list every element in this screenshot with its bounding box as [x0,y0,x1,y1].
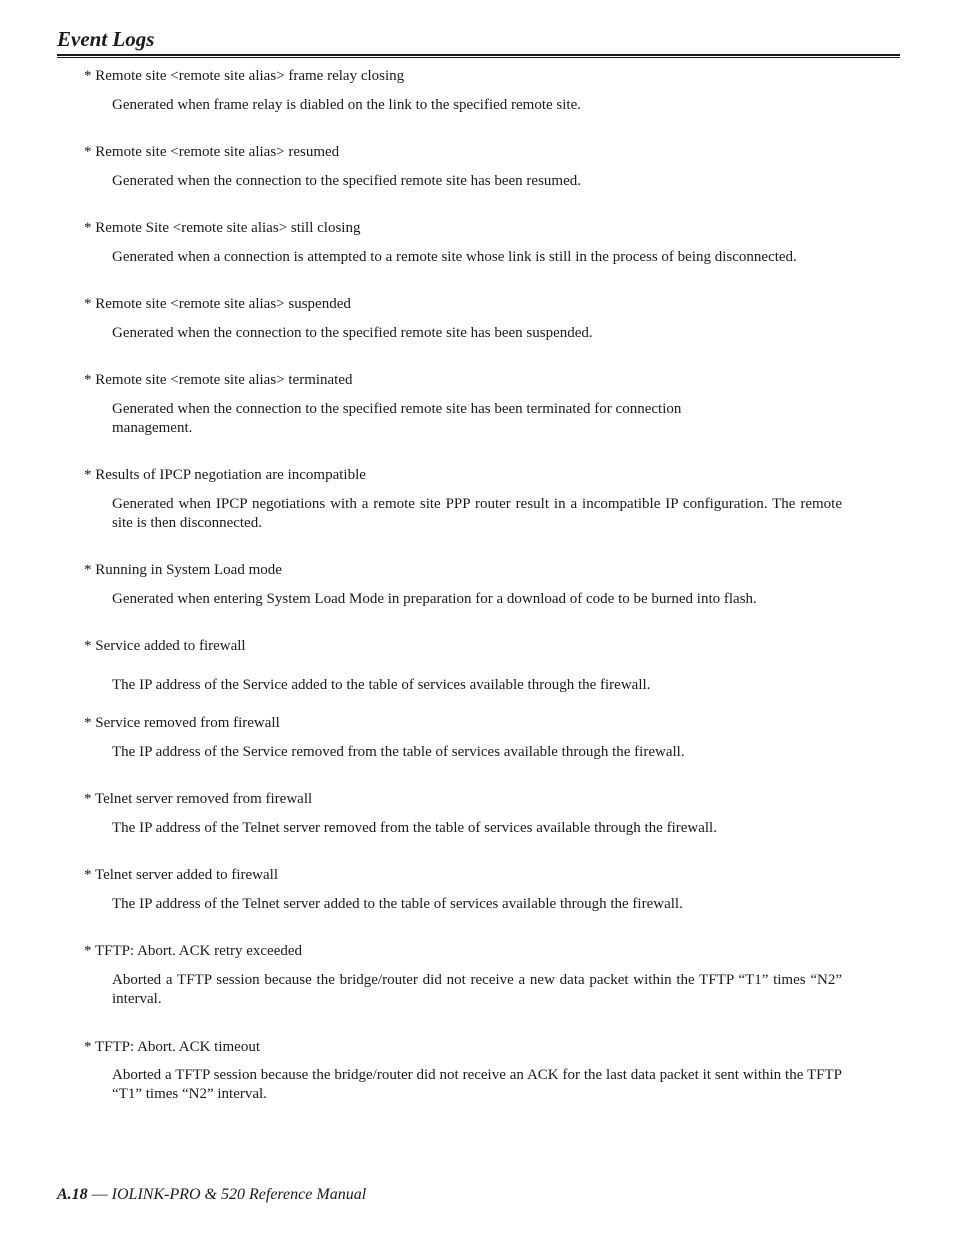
entry-description: Generated when the connection to the specified remote site has been suspended. [112,325,593,341]
entry-title: * Remote site <remote site alias> terminated [84,372,353,388]
entry-description: Generated when IPCP negotiations with a remote site PPP router result in a incompatible IP configuration. The remote site is then disconnected. [112,496,842,531]
header-rule-thin [57,57,900,58]
entry-title: * Running in System Load mode [84,562,282,578]
page-title: Event Logs [57,27,155,51]
entry-description: Generated when the connection to the specified remote site has been resumed. [112,173,581,189]
entry-description: The IP address of the Telnet server added to the table of services available through the firewall. [112,896,683,912]
entry-description: The IP address of the Service removed from the table of services available through the firewall. [112,744,685,760]
entry-title: * Remote site <remote site alias> resumed [84,144,340,160]
entry-title: * TFTP: Abort. ACK timeout [84,1039,260,1055]
page-number: A.18 [57,1186,88,1203]
header-rule-thick [57,54,900,56]
entry-title: * TFTP: Abort. ACK retry exceeded [84,943,303,959]
entry-title: * Remote Site <remote site alias> still closing [84,220,361,236]
entry-title: * Telnet server added to firewall [84,867,279,883]
entry-title: * Results of IPCP negotiation are incompatible [84,467,366,483]
entry-title: * Remote site <remote site alias> frame relay closing [84,68,405,84]
manual-title: IOLINK-PRO & 520 Reference Manual [111,1186,367,1203]
entry-title: * Remote site <remote site alias> suspended [84,296,351,312]
entry-description: The IP address of the Service added to the table of services available through the firewall. [112,677,651,693]
entry-description: Aborted a TFTP session because the bridge/router did not receive an ACK for the last data packet it sent within the TFTP “T1” times “N2” interval. [112,1067,842,1102]
entry-description: Generated when entering System Load Mode in preparation for a download of code to be burned into flash. [112,591,757,607]
page-header [57,26,900,58]
entry-description: The IP address of the Telnet server removed from the table of services available through the firewall. [112,820,717,836]
entry-description: Generated when the connection to the specified remote site has been terminated for connection management. [112,401,682,436]
entry-title: * Service added to firewall [84,638,246,654]
entry-description: Aborted a TFTP session because the bridge/router did not receive a new data packet within the TFTP “T1” times “N2” interval. [112,972,842,1007]
footer-separator: — [87,1186,112,1203]
entry-title: * Service removed from firewall [84,715,280,731]
entry-description: Generated when a connection is attempted to a remote site whose link is still in the process of being disconnected. [112,249,797,265]
entry-description: Generated when frame relay is diabled on the link to the specified remote site. [112,97,581,113]
entry-title: * Telnet server removed from firewall [84,791,313,807]
page-footer [57,1185,366,1205]
